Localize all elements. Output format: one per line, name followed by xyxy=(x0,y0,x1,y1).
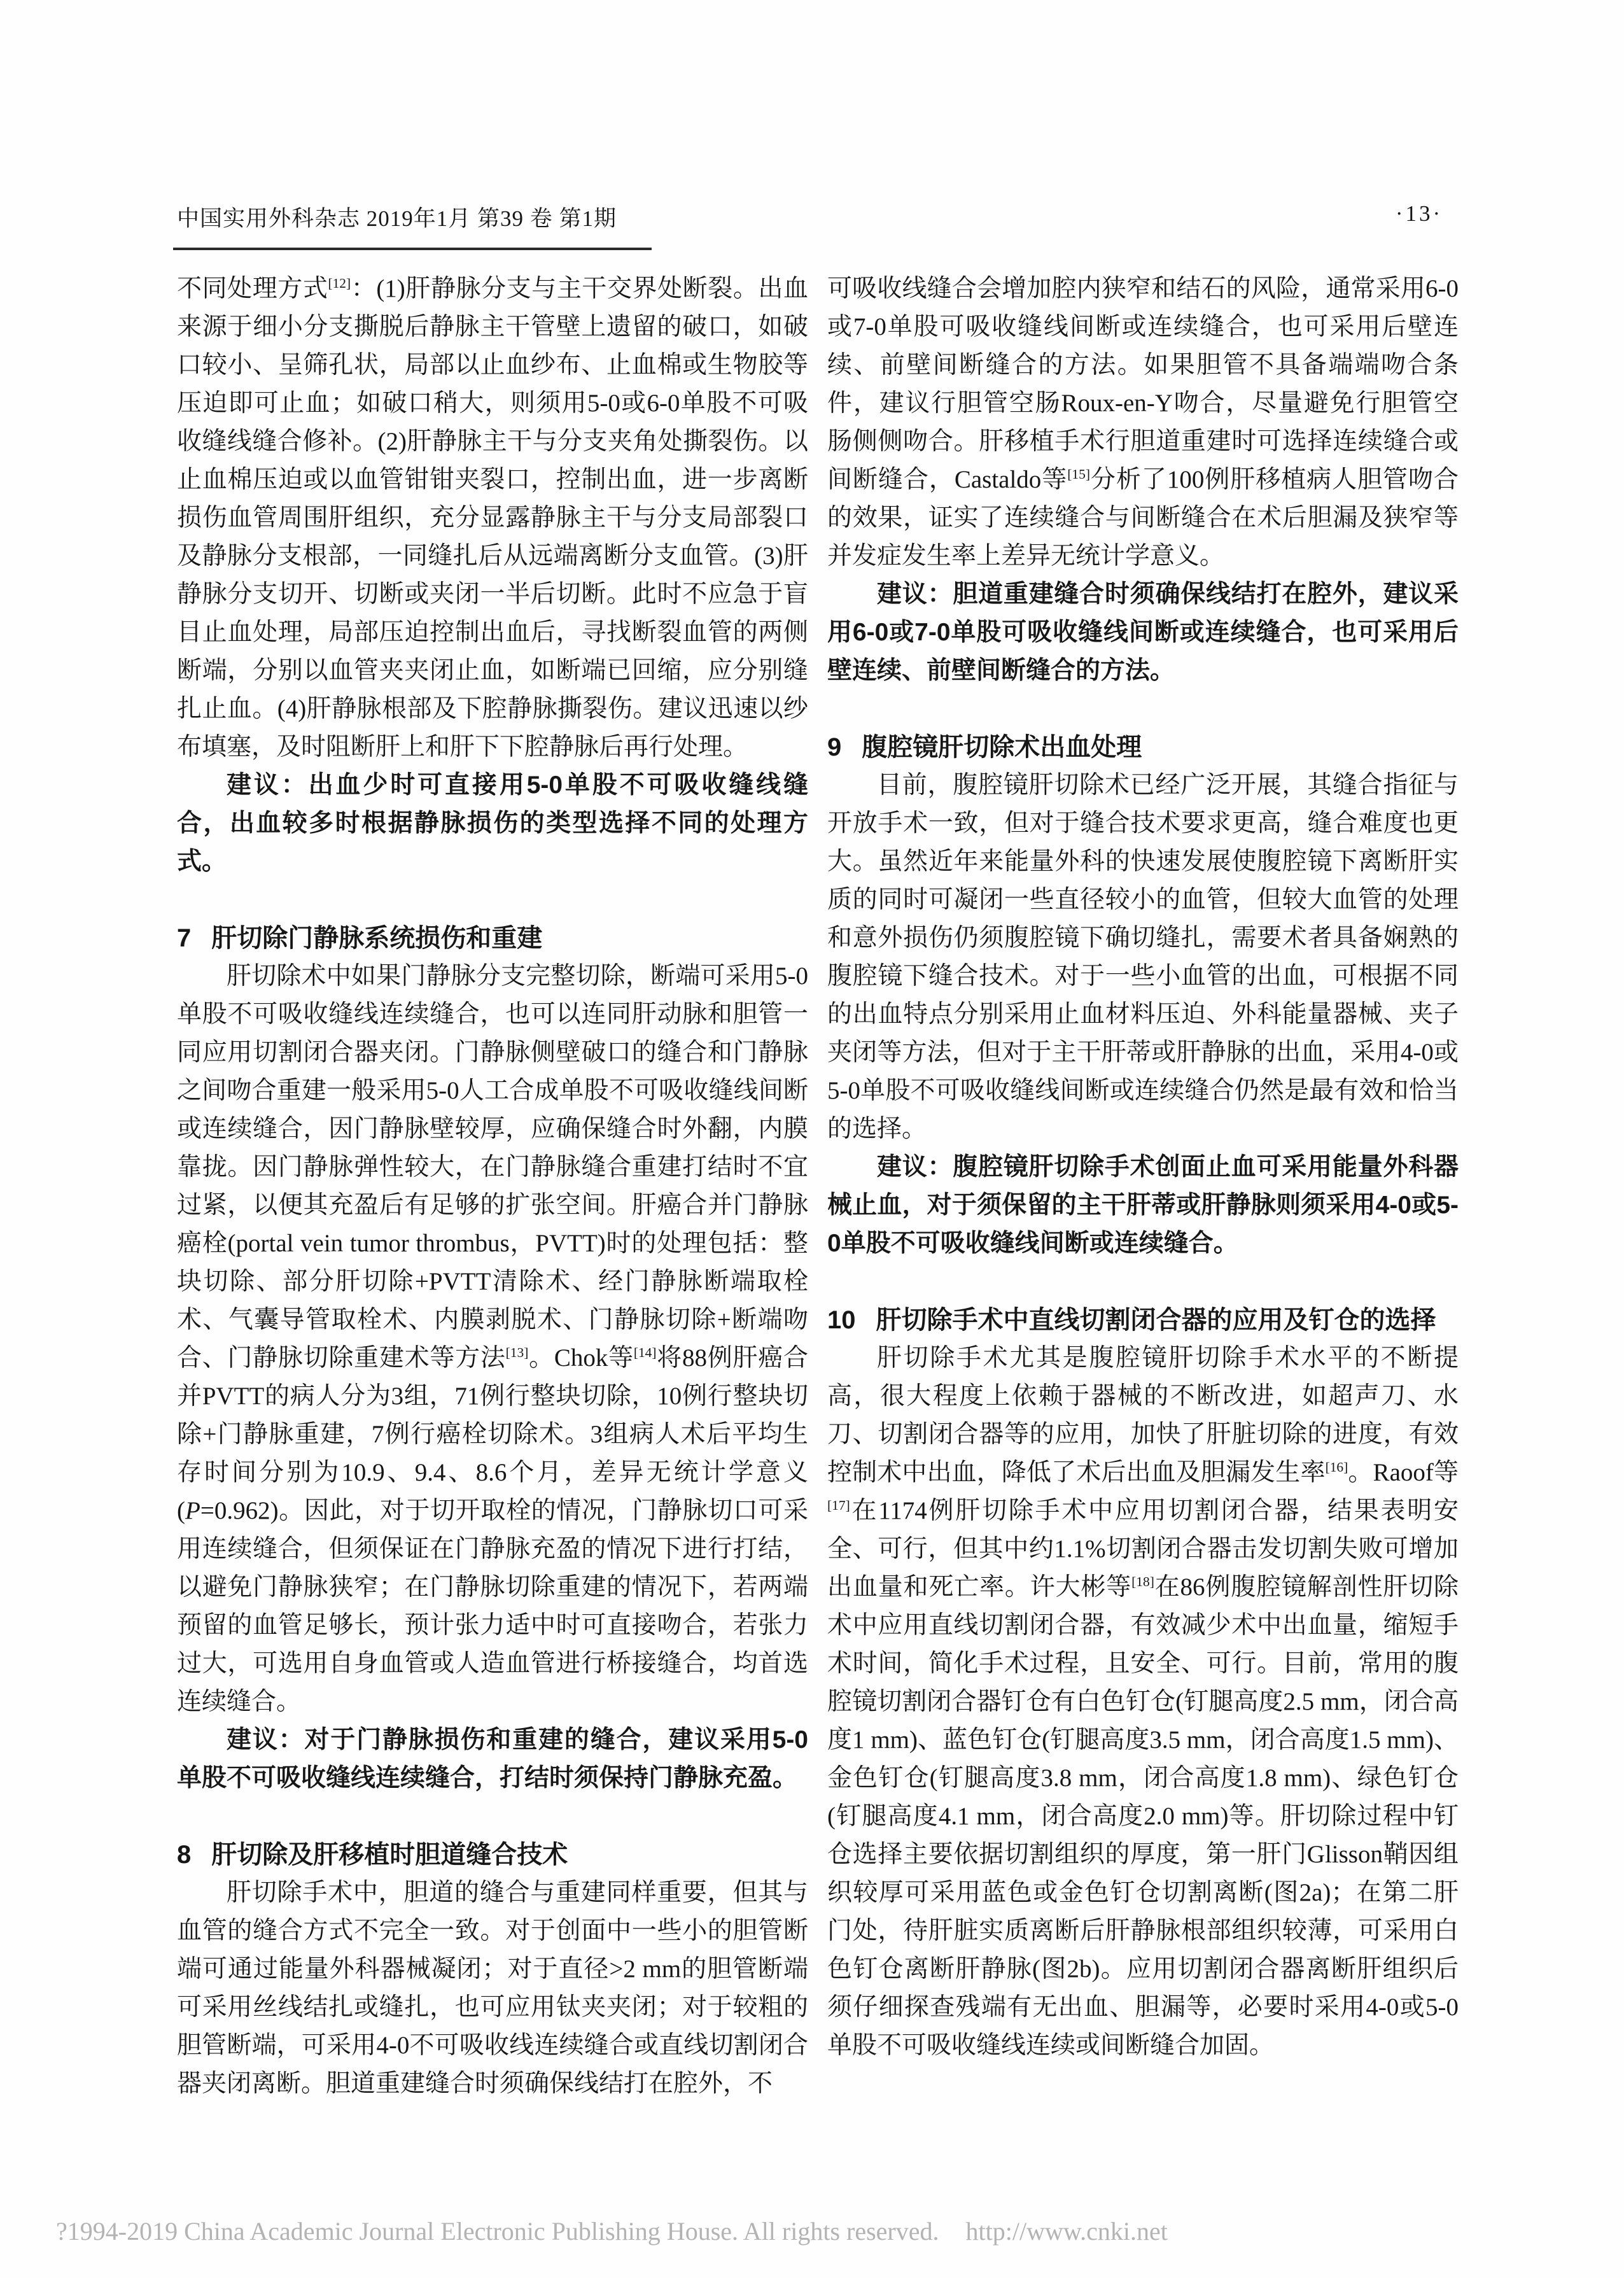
recommendation-paragraph: 建议：胆道重建缝合时须确保线结打在腔外，建议采用6-0或7-0单股可吸收缝线间断或连续缝合，也可采用后壁连续、前壁间断缝合的方法。 xyxy=(827,580,1459,684)
section-number: 9 xyxy=(827,733,842,761)
journal-info: 中国实用外科杂志 2019年1月 第39 卷 第1期 xyxy=(177,206,617,231)
section-heading xyxy=(827,728,1459,766)
body-paragraph: 可吸收线缝合会增加腔内狭窄和结石的风险，通常采用6-0或7-0单股可吸收缝线间断或连续缝合，也可采用后壁连续、前壁间断缝合的方法。如果胆管不具备端端吻合条件，建议行胆管空肠Roux-en-Y吻合，尽量避免行胆管空肠侧侧吻合。肝移植手术行胆道重建时可选择连续缝合或间断缝合，Castaldo等[15]分析了100例肝移植病人胆管吻合的效果，证实了连续缝合与间断缝合在术后胆漏及狭窄等并发症发生率上差异无统计学意义。 xyxy=(827,275,1459,570)
section-number: 10 xyxy=(827,1306,856,1334)
cnki-url: http://www.cnki.net xyxy=(965,2217,1168,2246)
section-heading xyxy=(177,1836,808,1874)
recommendation-paragraph: 建议：腹腔镜肝切除手术创面止血可采用能量外科器械止血，对于须保留的主干肝蒂或肝静脉则须采用4-0或5-0单股不可吸收缝线间断或连续缝合。 xyxy=(827,1153,1459,1257)
body-paragraph: 不同处理方式[12]：(1)肝静脉分支与主干交界处断裂。出血来源于细小分支撕脱后静脉主干管壁上遗留的破口，如破口较小、呈筛孔状，局部以止血纱布、止血棉或生物胶等压迫即可止血；如破口稍大，则须用5-0或6-0单股不可吸收缝线缝合修补。(2)肝静脉主干与分支夹角处撕裂伤。以止血棉压迫或以血管钳钳夹裂口，控制出血，进一步离断损伤血管周围肝组织，充分显露静脉主干与分支局部裂口及静脉分支根部，一同缝扎后从远端离断分支血管。(3)肝静脉分支切开、切断或夹闭一半后切断。此时不应急于盲目止血处理，局部压迫控制出血后，寻找断裂血管的两侧断端，分别以血管夹夹闭止血，如断端已回缩，应分别缝扎止血。(4)肝静脉根部及下腔静脉撕裂伤。建议迅速以纱布填塞，及时阻断肝上和肝下下腔静脉后再行处理。 xyxy=(177,275,808,761)
section-title: 肝切除及肝移植时胆道缝合技术 xyxy=(211,1841,568,1869)
section-heading xyxy=(177,919,808,957)
body-paragraph: 肝切除手术中，胆道的缝合与重建同样重要，但其与血管的缝合方式不完全一致。对于创面中一些小的胆管断端可通过能量外科器械凝闭；对于直径>2 mm的胆管断端可采用丝线结扎或缝扎，也可应用钛夹夹闭；对于较粗的胆管断端，可采用4-0不可吸收线连续缝合或直线切割闭合器夹闭离断。胆道重建缝合时须确保线结打在腔外，不 xyxy=(177,1879,808,2097)
section-title: 腹腔镜肝切除术出血处理 xyxy=(862,733,1142,761)
recommendation-paragraph: 建议：对于门静脉损伤和重建的缝合，建议采用5-0单股不可吸收缝线连续缝合，打结时须保持门静脉充盈。 xyxy=(177,1726,808,1792)
section-title: 肝切除手术中直线切割闭合器的应用及钉仓的选择 xyxy=(876,1306,1436,1334)
section-number: 8 xyxy=(177,1841,192,1869)
right-column xyxy=(827,270,1459,2065)
section-heading xyxy=(827,1301,1459,1339)
body-paragraph: 目前，腹腔镜肝切除术已经广泛开展，其缝合指征与开放手术一致，但对于缝合技术要求更高，缝合难度也更大。虽然近年来能量外科的快速发展使腹腔镜下离断肝实质的同时可凝闭一些直径较小的血管，但较大血管的处理和意外损伤仍须腹腔镜下确切缝扎，需要术者具备娴熟的腹腔镜下缝合技术。对于一些小血管的出血，可根据不同的出血特点分别采用止血材料压迫、外科能量器械、夹子夹闭等方法，但对于主干肝蒂或肝静脉的出血，采用4-0或5-0单股不可吸收缝线间断或连续缝合仍然是最有效和恰当的选择。 xyxy=(827,771,1459,1143)
copyright-text: ?1994-2019 China Academic Journal Electronic Publishing House. All rights reserved. xyxy=(56,2217,939,2246)
section-number: 7 xyxy=(177,924,192,952)
header-rule xyxy=(173,248,652,250)
page-footer xyxy=(56,2216,1168,2246)
recommendation-paragraph: 建议：出血少时可直接用5-0单股不可吸收缝线缝合，出血较多时根据静脉损伤的类型选择不同的处理方式。 xyxy=(177,771,808,875)
section-title: 肝切除门静脉系统损伤和重建 xyxy=(211,924,543,952)
body-paragraph: 肝切除术中如果门静脉分支完整切除，断端可采用5-0单股不可吸收缝线连续缝合，也可以连同肝动脉和胆管一同应用切割闭合器夹闭。门静脉侧壁破口的缝合和门静脉之间吻合重建一般采用5-0人工合成单股不可吸收缝线间断或连续缝合，因门静脉壁较厚，应确保缝合时外翻，内膜靠拢。因门静脉弹性较大，在门静脉缝合重建打结时不宜过紧，以便其充盈后有足够的扩张空间。肝癌合并门静脉癌栓(portal vein tumor thrombus，PVTT)时的处理包括：整块切除、部分肝切除+PVTT清除术、经门静脉断端取栓术、气囊导管取栓术、内膜剥脱术、门静脉切除+断端吻合、门静脉切除重建术等方法[13]。Chok等[14]将88例肝癌合并PVTT的病人分为3组，71例行整块切除，10例行整块切除+门静脉重建，7例行癌栓切除术。3组病人术后平均生存时间分别为10.9、9.4、8.6个月，差异无统计学意义(P=0.962)。因此，对于切开取栓的情况，门静脉切口可采用连续缝合，但须保证在门静脉充盈的情况下进行打结，以避免门静脉狭窄；在门静脉切除重建的情况下，若两端预留的血管足够长，预计张力适中时可直接吻合，若张力过大，可选用自身血管或人造血管进行桥接缝合，均首选连续缝合。 xyxy=(177,962,808,1715)
body-paragraph: 肝切除手术尤其是腹腔镜肝切除手术水平的不断提高，很大程度上依赖于器械的不断改进，如超声刀、水刀、切割闭合器等的应用，加快了肝脏切除的进度，有效控制术中出血，降低了术后出血及胆漏发生率[16]。Raoof等[17]在1174例肝切除手术中应用切割闭合器，结果表明安全、可行，但其中约1.1%切割闭合器击发切割失败可增加出血量和死亡率。许大彬等[18]在86例腹腔镜解剖性肝切除术中应用直线切割闭合器，有效减少术中出血量，缩短手术时间，简化手术过程，且安全、可行。目前，常用的腹腔镜切割闭合器钉仓有白色钉仓(钉腿高度2.5 mm，闭合高度1 mm)、蓝色钉仓(钉腿高度3.5 mm，闭合高度1.5 mm)、金色钉仓(钉腿高度3.8 mm，闭合高度1.8 mm)、绿色钉仓(钉腿高度4.1 mm，闭合高度2.0 mm)等。肝切除过程中钉仓选择主要依据切割组织的厚度，第一肝门Glisson鞘因组织较厚可采用蓝色或金色钉仓切割离断(图2a)；在第二肝门处，待肝脏实质离断后肝静脉根部组织较薄，可采用白色钉仓离断肝静脉(图2b)。应用切割闭合器离断肝组织后须仔细探查残端有无出血、胆漏等，必要时采用4-0或5-0单股不可吸收缝线连续或间断缝合加固。 xyxy=(827,1344,1459,2059)
left-column xyxy=(177,270,808,2103)
page-number: ·13· xyxy=(1395,201,1443,226)
